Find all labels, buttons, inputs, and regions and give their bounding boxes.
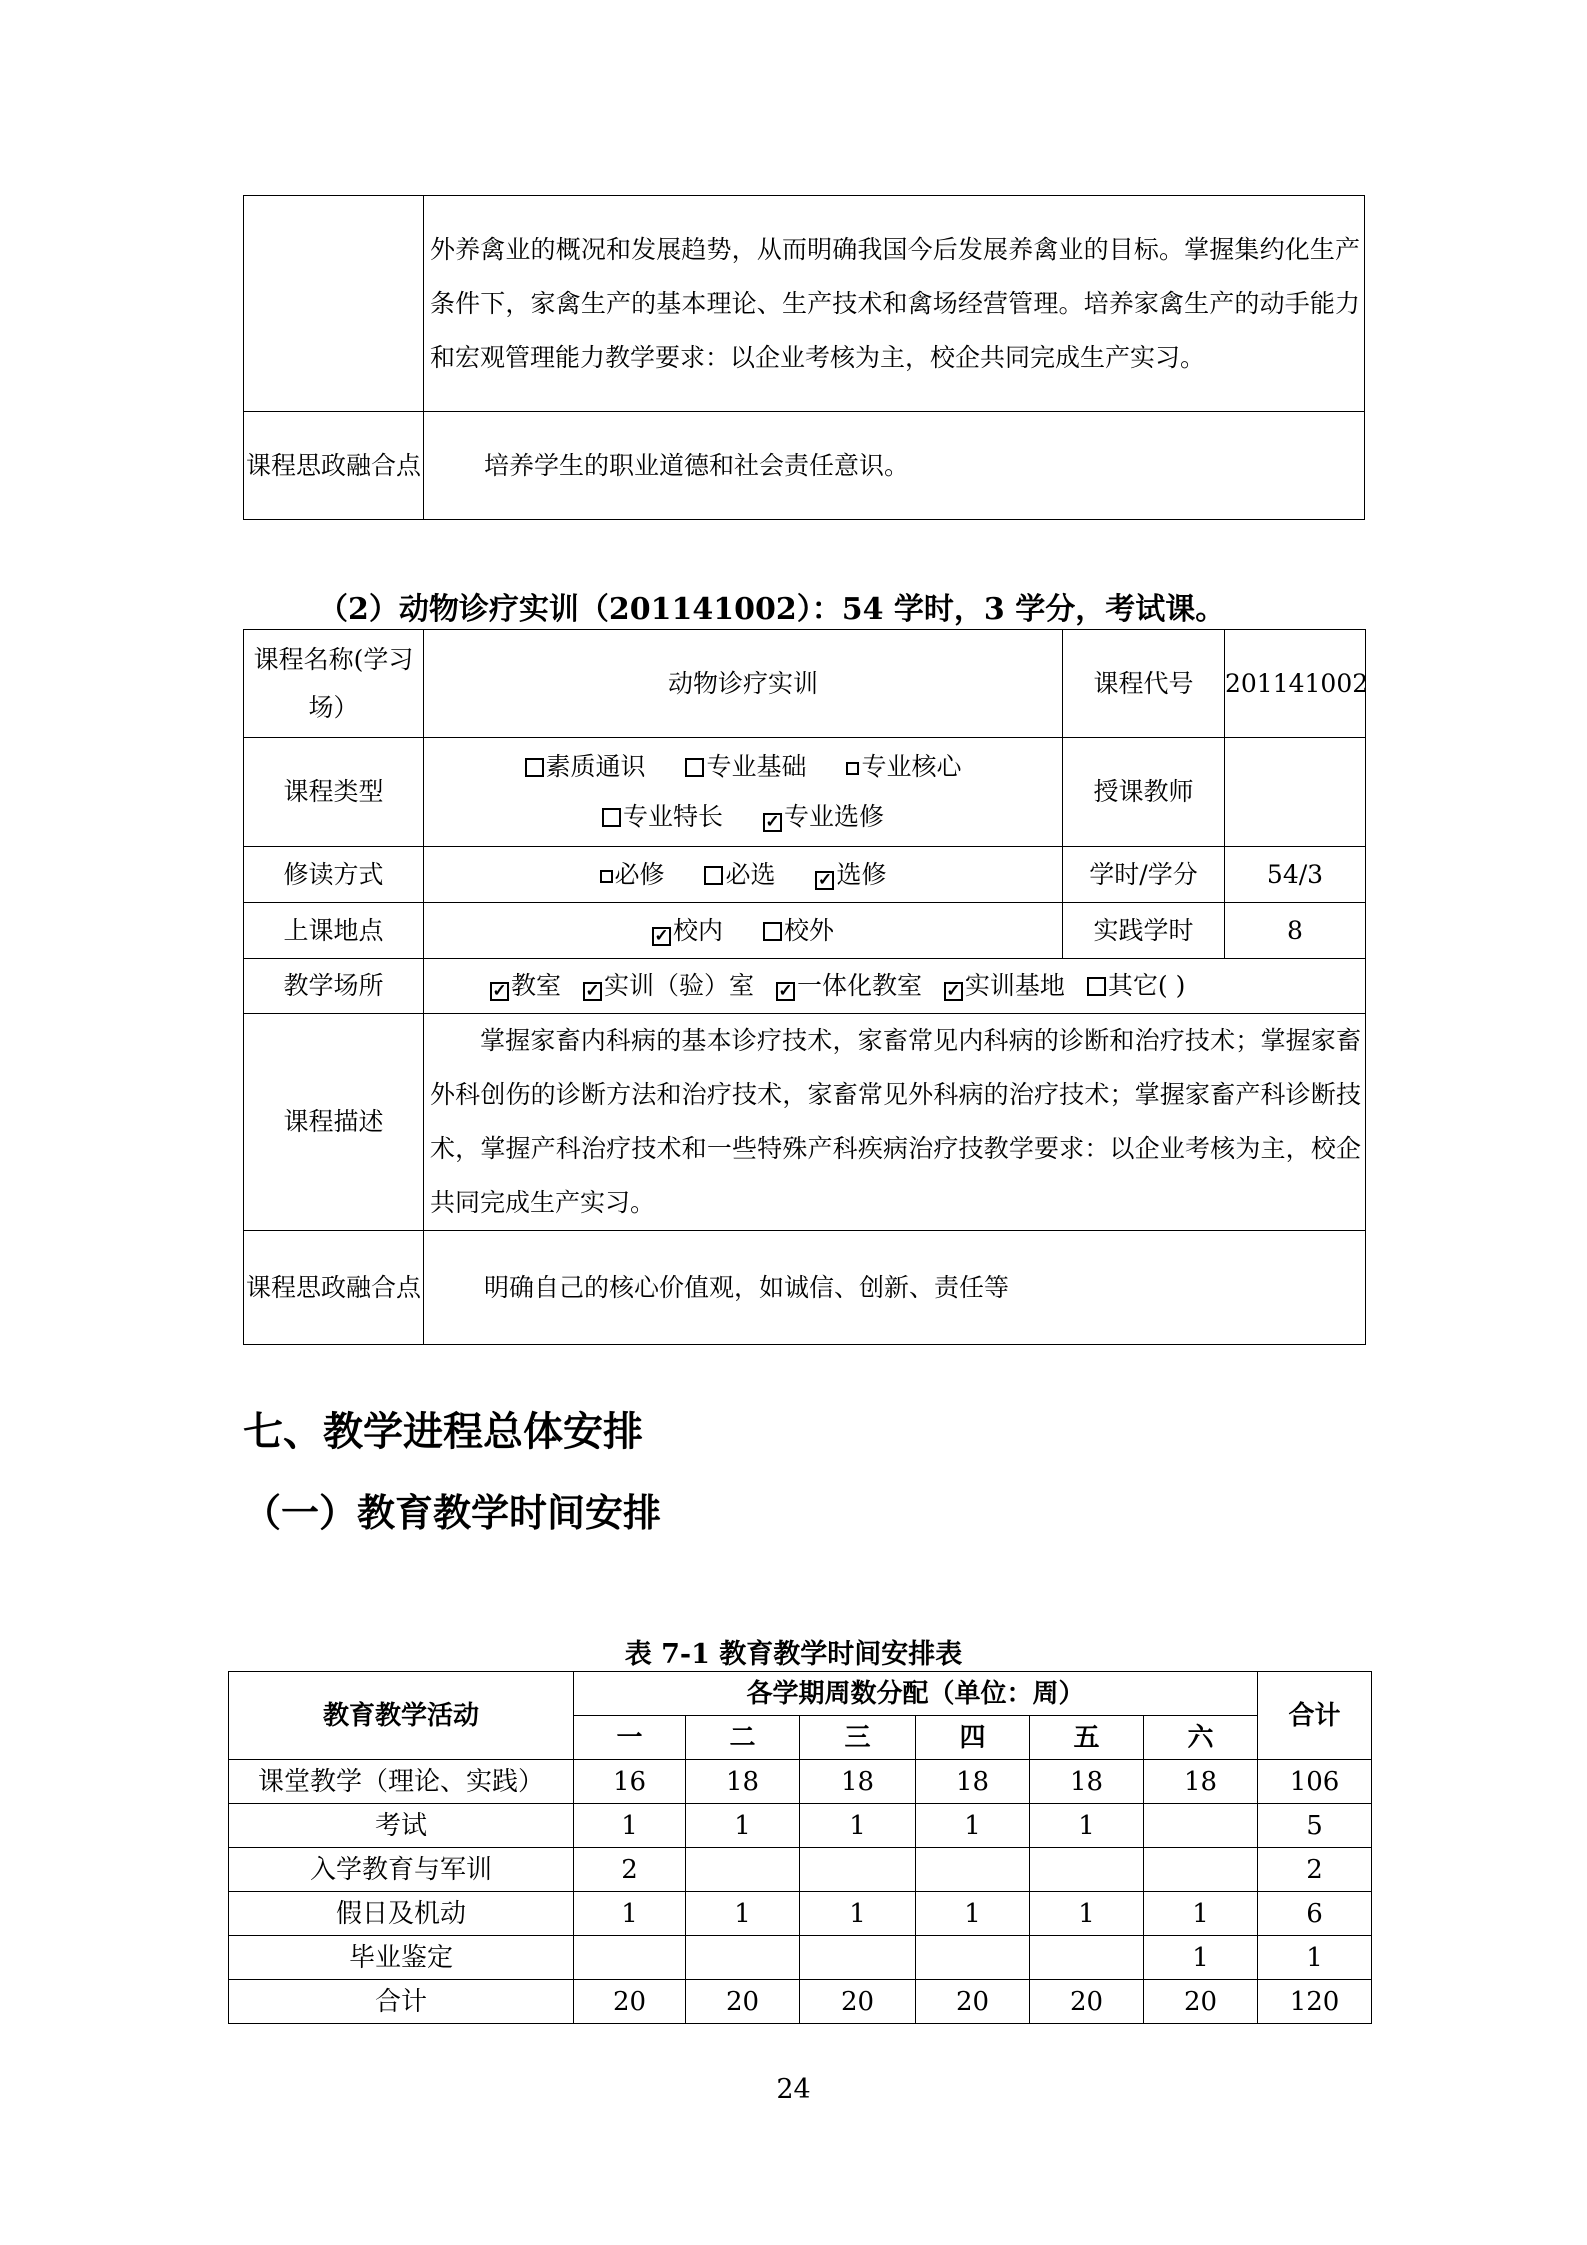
checkbox-checked-icon[interactable]: ✓ bbox=[763, 813, 782, 832]
term-value-cell: 20 bbox=[916, 1980, 1030, 2024]
term-value-cell: 1 bbox=[686, 1892, 800, 1936]
table-row bbox=[229, 1848, 1372, 1892]
checkbox-icon[interactable] bbox=[685, 758, 704, 777]
checkbox-icon[interactable] bbox=[602, 808, 621, 827]
practice-hours-label: 实践学时 bbox=[1063, 903, 1225, 959]
venue-option[interactable]: 其它( ) bbox=[1087, 959, 1185, 1013]
study-mode-option[interactable]: 必修 bbox=[600, 848, 665, 902]
term-value-cell: 1 bbox=[1030, 1892, 1144, 1936]
activity-cell: 考试 bbox=[229, 1804, 574, 1848]
course-type-label: 课程类型 bbox=[244, 738, 424, 847]
term-value-cell: 1 bbox=[916, 1804, 1030, 1848]
course-type-option[interactable]: 专业核心 bbox=[846, 742, 961, 792]
total-cell: 120 bbox=[1258, 1980, 1372, 2024]
total-cell: 6 bbox=[1258, 1892, 1372, 1936]
section-subtitle: （一）教育教学时间安排 bbox=[243, 1490, 662, 1535]
venue-option[interactable]: ✓ 教室 bbox=[490, 959, 561, 1013]
term-header: 二 bbox=[686, 1716, 800, 1760]
study-mode-options bbox=[424, 847, 1063, 903]
location-options bbox=[424, 903, 1063, 959]
course-type-option[interactable]: 专业基础 bbox=[685, 742, 806, 792]
term-value-cell bbox=[1144, 1804, 1258, 1848]
practice-hours-value: 8 bbox=[1225, 903, 1366, 959]
term-value-cell bbox=[800, 1936, 916, 1980]
activity-cell: 假日及机动 bbox=[229, 1892, 574, 1936]
checkbox-icon[interactable] bbox=[846, 762, 859, 775]
study-mode-label: 修读方式 bbox=[244, 847, 424, 903]
teacher-label: 授课教师 bbox=[1063, 738, 1225, 847]
term-value-cell: 1 bbox=[1030, 1804, 1144, 1848]
activity-cell: 入学教育与军训 bbox=[229, 1848, 574, 1892]
term-value-cell bbox=[1030, 1936, 1144, 1980]
term-value-cell bbox=[686, 1936, 800, 1980]
schedule-rows bbox=[229, 1760, 1372, 2024]
term-value-cell bbox=[1144, 1848, 1258, 1892]
term-value-cell: 1 bbox=[800, 1892, 916, 1936]
activity-cell: 毕业鉴定 bbox=[229, 1936, 574, 1980]
checkbox-checked-icon[interactable]: ✓ bbox=[776, 982, 795, 1001]
venue-option[interactable]: ✓ 实训（验）室 bbox=[583, 959, 754, 1013]
checkbox-icon[interactable] bbox=[600, 870, 613, 883]
location-option[interactable]: 校外 bbox=[763, 904, 834, 958]
term-header: 四 bbox=[916, 1716, 1030, 1760]
course2-table bbox=[243, 629, 1369, 1345]
term-value-cell: 20 bbox=[1030, 1980, 1144, 2024]
term-value-cell: 18 bbox=[1144, 1760, 1258, 1804]
term-value-cell: 1 bbox=[1144, 1892, 1258, 1936]
term-value-cell: 20 bbox=[800, 1980, 916, 2024]
course-code-value: 201141002 bbox=[1225, 630, 1366, 738]
course1-description-continued: 外养禽业的概况和发展趋势，从而明确我国今后发展养禽业的目标。掌握集约化生产条件下，家禽生产的基本理论、生产技术和禽场经营管理。培养家禽生产的动手能力和宏观管理能力教学要求：以企业考核为主，校企共同完成生产实习。 bbox=[424, 196, 1365, 412]
course-type-option[interactable]: 素质通识 bbox=[525, 742, 646, 792]
term-value-cell bbox=[800, 1848, 916, 1892]
activity-cell: 合计 bbox=[229, 1980, 574, 2024]
course1-ideology-value: 培养学生的职业道德和社会责任意识。 bbox=[424, 412, 1365, 520]
course-type-options bbox=[424, 738, 1063, 847]
term-header: 六 bbox=[1144, 1716, 1258, 1760]
course-name-value: 动物诊疗实训 bbox=[424, 630, 1063, 738]
description-label: 课程描述 bbox=[244, 1014, 424, 1231]
term-value-cell: 1 bbox=[916, 1892, 1030, 1936]
term-value-cell: 1 bbox=[1144, 1936, 1258, 1980]
description-value: 掌握家畜内科病的基本诊疗技术，家畜常见内科病的诊断和治疗技术；掌握家畜外科创伤的诊断方法和治疗技术，家畜常见外科病的治疗技术；掌握家畜产科诊断技术，掌握产科治疗技术和一些特殊产科疾病治疗技教学要求：以企业考核为主，校企共同完成生产实习。 bbox=[424, 1014, 1366, 1231]
table-row bbox=[229, 1936, 1372, 1980]
venue-option[interactable]: ✓ 一体化教室 bbox=[776, 959, 922, 1013]
total-cell: 1 bbox=[1258, 1936, 1372, 1980]
term-header: 一 bbox=[574, 1716, 686, 1760]
term-value-cell: 18 bbox=[916, 1760, 1030, 1804]
course1-table-continued bbox=[243, 195, 1365, 520]
checkbox-checked-icon[interactable]: ✓ bbox=[652, 927, 671, 946]
checkbox-checked-icon[interactable]: ✓ bbox=[583, 982, 602, 1001]
term-value-cell: 1 bbox=[800, 1804, 916, 1848]
venue-option[interactable]: ✓ 实训基地 bbox=[944, 959, 1065, 1013]
activity-header: 教育教学活动 bbox=[229, 1672, 574, 1760]
hours-credits-value: 54/3 bbox=[1225, 847, 1366, 903]
checkbox-icon[interactable] bbox=[525, 758, 544, 777]
ideology-value: 明确自己的核心价值观，如诚信、创新、责任等 bbox=[424, 1231, 1366, 1345]
term-value-cell: 1 bbox=[574, 1892, 686, 1936]
venue-label: 教学场所 bbox=[244, 959, 424, 1014]
term-header: 五 bbox=[1030, 1716, 1144, 1760]
activity-cell: 课堂教学（理论、实践） bbox=[229, 1760, 574, 1804]
term-value-cell bbox=[1030, 1848, 1144, 1892]
page-number: 24 bbox=[776, 2074, 811, 2105]
total-cell: 5 bbox=[1258, 1804, 1372, 1848]
term-value-cell bbox=[574, 1936, 686, 1980]
table-caption: 表 7-1 教育教学时间安排表 bbox=[624, 1639, 963, 1670]
course1-ideology-label: 课程思政融合点 bbox=[244, 412, 424, 520]
term-value-cell: 18 bbox=[686, 1760, 800, 1804]
ideology-label: 课程思政融合点 bbox=[244, 1231, 424, 1345]
term-value-cell: 20 bbox=[574, 1980, 686, 2024]
term-value-cell: 16 bbox=[574, 1760, 686, 1804]
term-value-cell bbox=[686, 1848, 800, 1892]
checkbox-checked-icon[interactable]: ✓ bbox=[490, 982, 509, 1001]
checkbox-icon[interactable] bbox=[1087, 977, 1106, 996]
venue-options bbox=[424, 959, 1366, 1014]
term-value-cell: 20 bbox=[686, 1980, 800, 2024]
checkbox-checked-icon[interactable]: ✓ bbox=[815, 871, 834, 890]
hours-credits-label: 学时/学分 bbox=[1063, 847, 1225, 903]
total-cell: 2 bbox=[1258, 1848, 1372, 1892]
schedule-table bbox=[228, 1671, 1372, 2024]
location-option[interactable]: ✓ 校内 bbox=[652, 904, 723, 958]
section-title: 七、教学进程总体安排 bbox=[243, 1408, 643, 1455]
course2-heading: （2）动物诊疗实训（201141002）：54 学时，3 学分，考试课。 bbox=[318, 592, 1226, 627]
checkbox-icon[interactable] bbox=[704, 866, 723, 885]
course-type-option[interactable]: 专业特长 bbox=[602, 792, 723, 842]
term-value-cell: 1 bbox=[574, 1804, 686, 1848]
empty-label-cell bbox=[244, 196, 424, 412]
location-label: 上课地点 bbox=[244, 903, 424, 959]
course-type-option[interactable]: ✓ 专业选修 bbox=[763, 792, 884, 842]
term-value-cell: 18 bbox=[1030, 1760, 1144, 1804]
term-value-cell: 1 bbox=[686, 1804, 800, 1848]
term-group-header: 各学期周数分配（单位：周） bbox=[574, 1672, 1258, 1716]
total-header: 合计 bbox=[1258, 1672, 1372, 1760]
term-header: 三 bbox=[800, 1716, 916, 1760]
term-value-cell bbox=[916, 1936, 1030, 1980]
study-mode-option[interactable]: 必选 bbox=[704, 848, 775, 902]
total-cell: 106 bbox=[1258, 1760, 1372, 1804]
checkbox-checked-icon[interactable]: ✓ bbox=[944, 982, 963, 1001]
table-row bbox=[229, 1980, 1372, 2024]
course-code-label: 课程代号 bbox=[1063, 630, 1225, 738]
table-row bbox=[229, 1804, 1372, 1848]
table-row bbox=[229, 1892, 1372, 1936]
checkbox-icon[interactable] bbox=[763, 922, 782, 941]
table-row bbox=[229, 1760, 1372, 1804]
term-value-cell: 20 bbox=[1144, 1980, 1258, 2024]
term-value-cell bbox=[916, 1848, 1030, 1892]
term-value-cell: 18 bbox=[800, 1760, 916, 1804]
study-mode-option[interactable]: ✓ 选修 bbox=[815, 848, 886, 902]
course-name-label: 课程名称(学习场） bbox=[244, 630, 424, 738]
term-value-cell: 2 bbox=[574, 1848, 686, 1892]
teacher-value bbox=[1225, 738, 1366, 847]
